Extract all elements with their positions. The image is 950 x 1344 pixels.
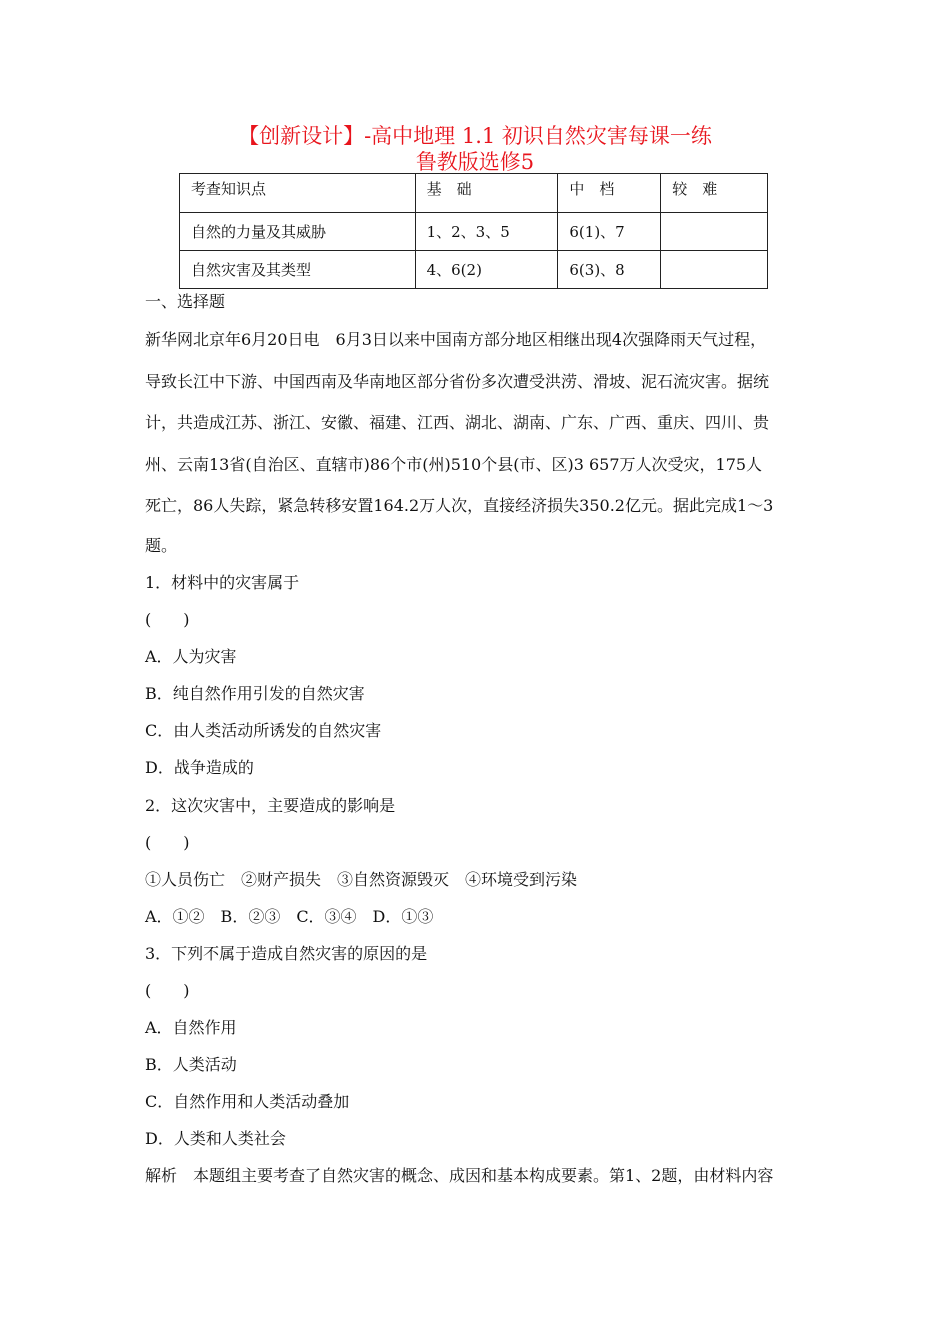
- table-cell: [661, 213, 768, 251]
- table-cell: 1、2、3、5: [415, 213, 558, 251]
- document-title: 【创新设计】-高中地理 1.1 初识自然灾害每课一练: [238, 124, 712, 148]
- passage-line: 计，共造成江苏、浙江、安徽、福建、江西、湖北、湖南、广东、广西、重庆、四川、贵: [145, 413, 770, 432]
- passage-line: 导致长江中下游、中国西南及华南地区部分省份多次遭受洪涝、滑坡、泥石流灾害。据统: [145, 372, 770, 391]
- table-cell: 6(3)、8: [558, 251, 661, 289]
- option-b: B．人类活动: [145, 1055, 237, 1074]
- table-cell: 6(1)、7: [558, 213, 661, 251]
- option-d: D．人类和人类社会: [145, 1129, 286, 1148]
- question-3-stem: 3．下列不属于造成自然灾害的原因的是: [145, 944, 428, 963]
- passage-line: 题。: [145, 536, 178, 555]
- option-a: A．人为灾害: [145, 647, 237, 666]
- table-header-cell: 较 难: [661, 174, 768, 213]
- document-subtitle: 鲁教版选修5: [415, 150, 535, 174]
- section-heading: 一、选择题: [145, 292, 226, 311]
- answer-blank: ( ): [145, 610, 190, 629]
- question-2-options: A．①② B．②③ C．③④ D．①③: [145, 907, 434, 926]
- question-2-items: ①人员伤亡 ②财产损失 ③自然资源毁灭 ④环境受到污染: [145, 870, 578, 889]
- answer-blank: ( ): [145, 981, 190, 1000]
- table-row: [180, 213, 768, 251]
- table-header-cell: 基 础: [415, 174, 558, 213]
- table-header-cell: 考查知识点: [180, 174, 416, 213]
- table-cell: [661, 251, 768, 289]
- option-b: B．纯自然作用引发的自然灾害: [145, 684, 365, 703]
- knowledge-point-table: [179, 173, 768, 289]
- passage-line: 新华网北京年6月20日电 6月3日以来中国南方部分地区相继出现4次强降雨天气过程，: [145, 330, 767, 349]
- table-row: [180, 251, 768, 289]
- table-cell: 4、6(2): [415, 251, 558, 289]
- option-c: C．自然作用和人类活动叠加: [145, 1092, 350, 1111]
- table-header-cell: 中 档: [558, 174, 661, 213]
- passage-line: 死亡，86人失踪，紧急转移安置164.2万人次，直接经济损失350.2亿元。据此完成1～3: [145, 496, 774, 515]
- answer-blank: ( ): [145, 833, 190, 852]
- question-1-stem: 1．材料中的灾害属于: [145, 573, 300, 592]
- passage-line: 州、云南13省(自治区、直辖市)86个市(州)510个县(市、区)3 657万人次受灾，175人: [145, 455, 763, 474]
- option-a: A．自然作用: [145, 1018, 237, 1037]
- table-cell: 自然的力量及其威胁: [180, 213, 416, 251]
- table-cell: 自然灾害及其类型: [180, 251, 416, 289]
- analysis-text: 解析 本题组主要考查了自然灾害的概念、成因和基本构成要素。第1、2题，由材料内容: [145, 1166, 774, 1185]
- question-2-stem: 2．这次灾害中，主要造成的影响是: [145, 796, 396, 815]
- option-d: D．战争造成的: [145, 758, 254, 777]
- option-c: C．由人类活动所诱发的自然灾害: [145, 721, 382, 740]
- table-header-row: [180, 174, 768, 213]
